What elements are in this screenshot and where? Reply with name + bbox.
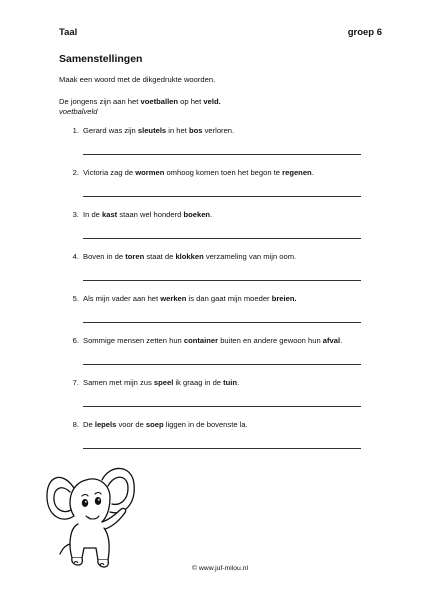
bold-word: sleutels (137, 126, 167, 135)
bold-word: veld. (203, 97, 221, 106)
subject-label: Taal (59, 27, 78, 38)
exercise-item (0, 378, 440, 418)
bold-word: container (183, 336, 219, 345)
exercise-number: 4. (72, 252, 79, 261)
bold-word: speel (153, 378, 174, 387)
sentence-text: staat de (144, 252, 176, 261)
example-answer: voetbalveld (59, 107, 98, 116)
bold-word: bos (188, 126, 203, 135)
bold-word: lepels (94, 420, 117, 429)
sentence-text: is dan gaat mijn moeder (186, 294, 272, 303)
exercise-item (0, 168, 440, 208)
worksheet-title: Samenstellingen (59, 53, 143, 65)
sentence-text: Sommige mensen zetten hun (83, 336, 184, 345)
exercise-sentence (83, 294, 297, 303)
bold-word: klokken (175, 252, 204, 261)
exercise-number: 6. (72, 336, 79, 345)
answer-line[interactable] (83, 448, 361, 449)
sentence-text: Als mijn vader aan het (83, 294, 161, 303)
exercise-item (0, 336, 440, 376)
answer-line[interactable] (83, 196, 361, 197)
sentence-text: In de (83, 210, 102, 219)
sentence-text: Samen met mijn zus (83, 378, 154, 387)
bold-word: wormen (135, 168, 165, 177)
exercise-number: 3. (72, 210, 79, 219)
sentence-text: staan wel honderd (117, 210, 184, 219)
exercise-number: 7. (72, 378, 79, 387)
bold-word: kast (102, 210, 118, 219)
bold-word: soep (145, 420, 164, 429)
sentence-text: Victoria zag de (83, 168, 136, 177)
answer-line[interactable] (83, 154, 361, 155)
sentence-text: Boven in de (83, 252, 126, 261)
exercise-item (0, 294, 440, 334)
sentence-text: in het (166, 126, 189, 135)
exercise-item (0, 126, 440, 166)
bold-word: tuin (223, 378, 238, 387)
sentence-text: liggen in de bovenste la. (163, 420, 248, 429)
exercise-sentence (83, 210, 212, 219)
answer-line[interactable] (83, 406, 361, 407)
sentence-text: omhoog komen toen het begon te (164, 168, 283, 177)
sentence-text: buiten en andere gewoon hun (218, 336, 323, 345)
sentence-text: De jongens zijn aan het (59, 97, 141, 106)
bold-word: breien. (271, 294, 297, 303)
sentence-text: voor de (116, 420, 146, 429)
bold-word: boeken (183, 210, 211, 219)
copyright-footer: © www.juf-milou.nl (192, 565, 248, 572)
bold-word: regenen (282, 168, 312, 177)
bold-word: voetballen (140, 97, 179, 106)
exercise-item (0, 210, 440, 250)
sentence-text: . (237, 378, 240, 387)
bold-word: toren (125, 252, 145, 261)
sentence-text: op het (178, 97, 204, 106)
answer-line[interactable] (83, 238, 361, 239)
example-sentence (59, 97, 221, 107)
exercise-sentence (83, 420, 248, 429)
grade-label: groep 6 (347, 27, 382, 38)
sentence-text: . (340, 336, 343, 345)
exercise-sentence (83, 168, 314, 177)
bold-word: werken (160, 294, 187, 303)
exercise-sentence (83, 336, 342, 345)
exercise-number: 2. (72, 168, 79, 177)
answer-line[interactable] (83, 280, 361, 281)
elephant-illustration (44, 458, 136, 570)
sentence-text: . (210, 210, 213, 219)
exercise-item (0, 420, 440, 460)
example-block (59, 97, 221, 117)
bold-word: afval (322, 336, 341, 345)
exercise-sentence (83, 252, 296, 261)
exercise-item (0, 252, 440, 292)
sentence-text: ik graag in de (173, 378, 224, 387)
sentence-text: verzameling van mijn oom. (203, 252, 297, 261)
answer-line[interactable] (83, 322, 361, 323)
page-header (59, 27, 382, 38)
sentence-text: . (311, 168, 314, 177)
answer-line[interactable] (83, 364, 361, 365)
exercise-number: 8. (72, 420, 79, 429)
exercise-sentence (83, 378, 239, 387)
sentence-text: verloren. (202, 126, 235, 135)
exercise-sentence (83, 126, 234, 135)
instruction-text: Maak een woord met de dikgedrukte woorden. (59, 75, 216, 84)
sentence-text: De (83, 420, 95, 429)
sentence-text: Gerard was zijn (83, 126, 138, 135)
exercise-number: 1. (72, 126, 79, 135)
exercise-number: 5. (72, 294, 79, 303)
